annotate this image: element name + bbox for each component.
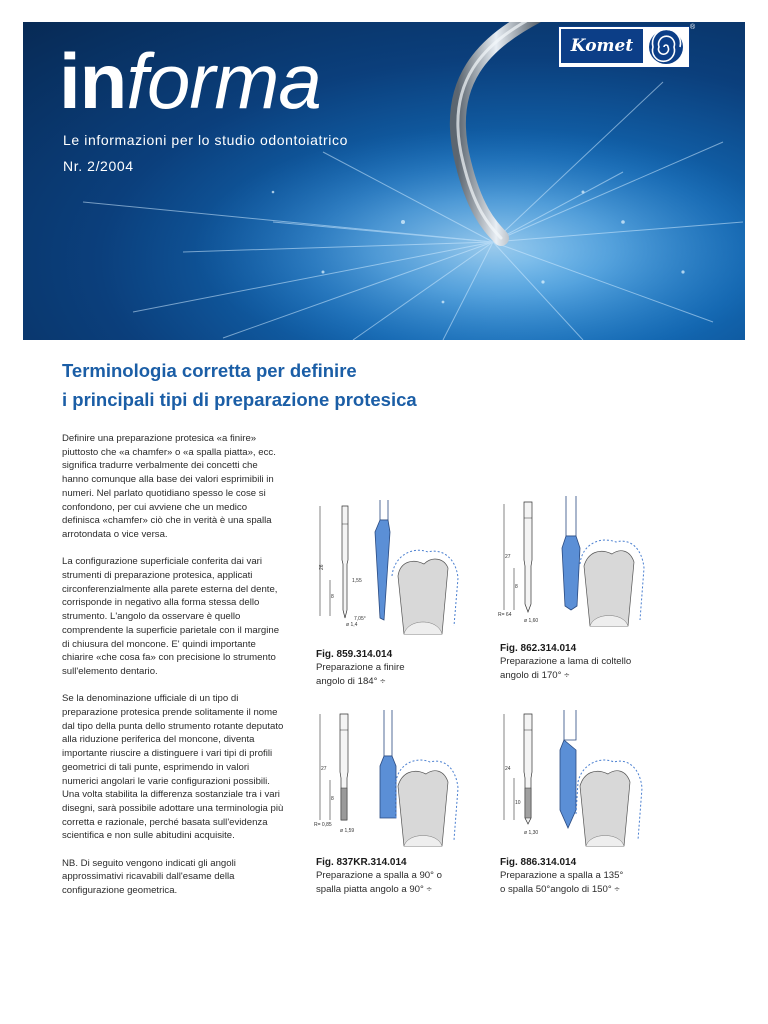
figure-caption: Preparazione a spalla a 90° o spalla piatta angolo a 90° ÷ [316,870,442,895]
dim-diameter: ø 1,60 [524,618,539,624]
instrument-diagram [312,498,462,646]
figure-caption: Preparazione a finire angolo di 184° ÷ [316,662,405,687]
dim-diameter: ø 1,30 [524,830,539,836]
figure-859 [312,498,462,687]
figure-837kr [312,706,462,895]
dim-diameter: ø 1,59 [340,828,355,834]
magazine-subtitle: Le informazioni per lo studio odontoiatrico [63,132,348,148]
title-line-1: Terminologia corretta per definire [62,360,357,381]
dim-tip: 1,55 [352,578,362,584]
title-line-2: i principali tipi di preparazione protesica [62,389,417,410]
paragraph: NB. Di seguito vengono indicati gli angoli approssimativi ricavabili dall'esame della configurazione geometrica. [62,857,236,897]
figure-label: Fig. 862.314.014 [500,643,577,654]
paragraph: Se la denominazione ufficiale di un tipo di preparazione protesica prende solitamente il nome dal tipo della punta dello strumento rotante deputato alla riduzione periferica del moncone, diventa importante riuscire a distinguere i vari tipi di profili geometrici di tali punte, esprimendo in valori numerici angolari le varie configurazioni possibili. Una volta stabilita la differenza sostanziale tra i vari disegni, sarà possibile adottare una terminologia più corretta e razionale, perché basata sull'evidenza scientifica e non sulle abitudini acquisite. [62,693,284,842]
registered-mark: ® [690,24,696,31]
dim-shank: 10 [515,800,521,806]
paragraph: La configurazione superficiale conferita dai vari strumenti di preparazione protesica, applicati circonferenzialmente alla parete esterna del dente, corrisponde in negativo alla forma stessa dello strumento. L'angolo da osservare è quello comprendente la superficie parietale con il margine di chiusura del moncone. E' quindi importante chiarire «che cosa fa» con precisione lo strumento sull'elemento dentario. [62,556,280,677]
instrument-diagram [496,496,646,638]
figure-886 [496,706,646,895]
magazine-title: informa [59,37,321,125]
dim-angle: 7,05° [354,616,366,622]
dim-diameter: ø 1,4 [346,622,358,628]
dim-shank: 8 [331,594,334,600]
article-body [62,432,284,912]
dim-shank: 8 [331,796,334,802]
article-title [62,356,722,414]
dim-length: 26 [319,564,325,570]
instrument-diagram [496,706,646,854]
figure-caption: Preparazione a lama di coltello angolo di 170° ÷ [500,656,632,681]
dim-radius: R= 0,85 [314,822,332,828]
paragraph: Definire una preparazione protesica «a finire» piuttosto che «a chamfer» o «a spalla piatta», ecc. significa tradurre verbalmente dei concetti che hanno comunque alla base dei valori esprimibili in numeri. Nel parlato quotidiano spesso le cose si confondono, per cui avviene che un medico definisca «chamfer» ciò che in verità è una spalla arrotondata o vice versa. [62,433,276,540]
komet-logo [558,26,690,68]
cover-image [23,22,745,340]
figure-862 [496,496,646,681]
dim-shank: 8 [515,584,518,590]
figure-label: Fig. 859.314.014 [316,649,393,660]
instrument-diagram [312,706,462,854]
figure-label: Fig. 837KR.314.014 [316,857,407,868]
issue-number: Nr. 2/2004 [63,158,134,174]
dim-length: 24 [505,766,511,772]
swirl-icon [647,28,685,66]
figure-label: Fig. 886.314.014 [500,857,577,868]
logo-text: Komet [561,29,643,63]
dim-length: 27 [505,554,511,560]
dim-length: 27 [321,766,327,772]
figure-caption: Preparazione a spalla a 135° o spalla 50°angolo di 150° ÷ [500,870,624,895]
dim-radius: R= 64 [498,612,512,618]
